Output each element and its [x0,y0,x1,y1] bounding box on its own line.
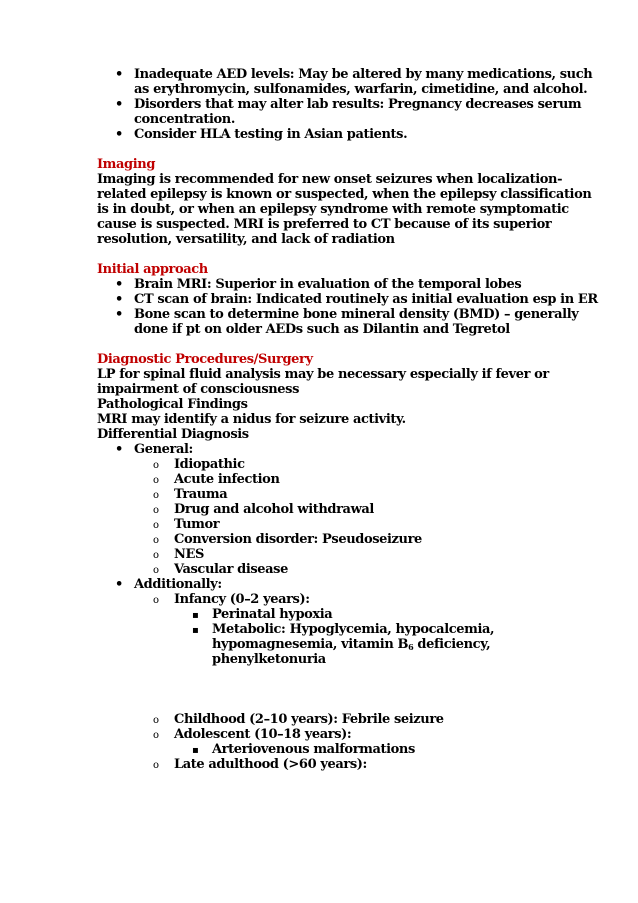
pathological-findings-heading: Pathological Findings [97,397,248,412]
list-item: • Consider HLA testing in Asian patients. [115,127,408,142]
list-item-additionally: • Additionally: [115,577,222,592]
differential-list [97,442,598,457]
list-item: o Drug and alcohol withdrawal [153,502,374,517]
bullet-icon: • [115,577,123,592]
adolescent-sublist [97,742,598,757]
circle-bullet-icon: o [153,535,159,546]
list-item-adolescent: o Adolescent (10–18 years): [153,727,352,742]
list-item: o Tumor [153,517,220,532]
age-groups-list-final [97,757,598,772]
circle-bullet-icon: o [153,565,159,576]
list-item-general: • General: [115,442,193,457]
circle-bullet-icon: o [153,505,159,516]
mri-paragraph: MRI may identify a nidus for seizure activity. [97,412,406,427]
list-item: o Vascular disease [153,562,288,577]
bullet-icon: • [115,292,123,307]
diagnostic-section [97,352,598,772]
list-item: o Acute infection [153,472,280,487]
bullet-icon: • [115,307,123,322]
age-groups-list [97,592,598,607]
list-item-late-adulthood: o Late adulthood (>60 years): [153,757,367,772]
square-bullet-icon: ▪ [192,610,199,621]
list-item: o NES [153,547,204,562]
square-bullet-icon: ▪ [192,745,199,756]
circle-bullet-icon: o [153,595,159,606]
imaging-body: Imaging is recommended for new onset seizures when localization-related epilepsy is known or suspected, when the epilepsy classification is in doubt, or when an epilepsy syndrome with remote symptomatic cause is suspected. MRI is preferred to CT because of its superior resolution, versatility, and lack of radiation [97,172,592,247]
circle-bullet-icon: o [153,490,159,501]
imaging-heading: Imaging [97,157,156,172]
additionally-list [97,577,598,592]
list-item: • CT scan of brain: Indicated routinely as initial evaluation esp in ER [115,292,598,307]
bullet-icon: • [115,67,123,82]
general-sublist [97,457,598,577]
list-item: o Conversion disorder: Pseudoseizure [153,532,422,547]
circle-bullet-icon: o [153,730,159,741]
circle-bullet-icon: o [153,520,159,531]
diagnostic-heading: Diagnostic Procedures/Surgery [97,352,313,367]
circle-bullet-icon: o [153,460,159,471]
circle-bullet-icon: o [153,475,159,486]
bullet-icon: • [115,97,123,112]
circle-bullet-icon: o [153,715,159,726]
square-bullet-icon: ▪ [192,625,199,636]
list-item: • Bone scan to determine bone mineral density (BMD) – generally done if pt on older AEDs such as Dilantin and Tegretol [115,307,579,337]
bullet-icon: • [115,442,123,457]
list-item: o Idiopathic [153,457,245,472]
circle-bullet-icon: o [153,760,159,771]
bullet-icon: • [115,277,123,292]
imaging-section [97,157,598,247]
list-item: • Brain MRI: Superior in evaluation of the temporal lobes [115,277,522,292]
list-item: • Disorders that may alter lab results: Pregnancy decreases serum concentration. [115,97,582,127]
list-item: ▪ Metabolic: Hypoglycemia, hypocalcemia, hypomagnesemia, vitamin $B_6$ deficiency, phenylketonuria [192,622,495,667]
list-item: ▪ Perinatal hypoxia [192,607,333,622]
list-item: • Inadequate AED levels: May be altered by many medications, such as erythromycin, sulfonamides, warfarin, cimetidine, and alcohol. [115,67,593,97]
list-item-childhood: o Childhood (2–10 years): Febrile seizure [153,712,444,727]
list-item: o Trauma [153,487,228,502]
circle-bullet-icon: o [153,550,159,561]
lp-paragraph: LP for spinal fluid analysis may be necessary especially if fever or impairment of consciousness [97,367,549,397]
bullet-icon: • [115,127,123,142]
list-item-infancy: o Infancy (0–2 years): [153,592,310,607]
differential-diagnosis-heading: Differential Diagnosis [97,427,249,442]
initial-approach-heading: Initial approach [97,262,208,277]
initial-approach-section [97,262,598,337]
infancy-sublist [97,607,598,667]
age-groups-list-continued [97,712,598,742]
top-bullet-list [97,67,598,142]
initial-approach-list [97,277,598,337]
list-item: ▪ Arteriovenous malformations [192,742,415,757]
